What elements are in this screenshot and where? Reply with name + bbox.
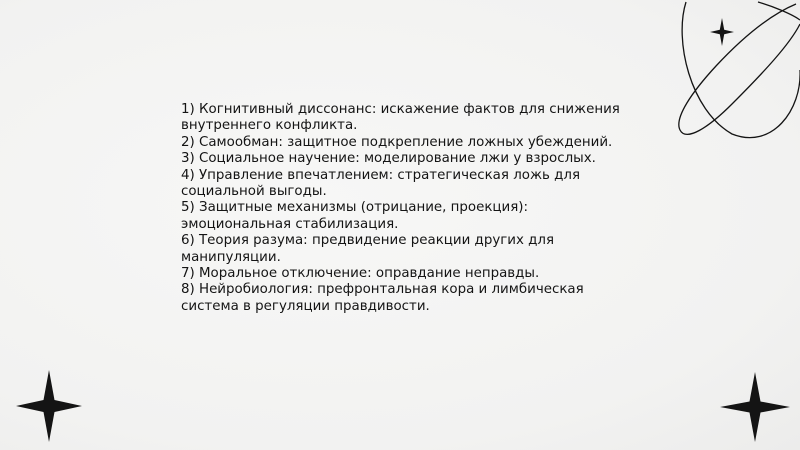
- list-line: внутреннего конфликта.: [181, 118, 358, 134]
- list-line: 4) Управление впечатлением: стратегическая ложь для: [181, 167, 581, 183]
- list-line: 2) Самообман: защитное подкрепление ложных убеждений.: [181, 134, 613, 150]
- list-line: 7) Моральное отключение: оправдание неправды.: [181, 266, 540, 282]
- content-list: [181, 102, 621, 315]
- list-line: 5) Защитные механизмы (отрицание, проекция):: [181, 200, 529, 216]
- list-line: эмоциональная стабилизация.: [181, 216, 399, 232]
- list-line: 3) Социальное научение: моделирование лжи у взрослых.: [181, 151, 596, 167]
- list-line: 8) Нейробиология: префронтальная кора и лимбическая: [181, 282, 584, 298]
- four-point-star-icon: [720, 372, 790, 442]
- list-line: система в регуляции правдивости.: [181, 298, 430, 314]
- list-line: манипуляции.: [181, 249, 281, 265]
- four-point-star-icon: [16, 370, 82, 442]
- sparkle-icon: [710, 18, 734, 46]
- list-line: социальной выгоды.: [181, 184, 327, 200]
- orbit-sparkle-icon: [672, 0, 800, 140]
- list-line: 6) Теория разума: предвидение реакции других для: [181, 233, 555, 249]
- list-line: 1) Когнитивный диссонанс: искажение фактов для снижения: [181, 102, 620, 117]
